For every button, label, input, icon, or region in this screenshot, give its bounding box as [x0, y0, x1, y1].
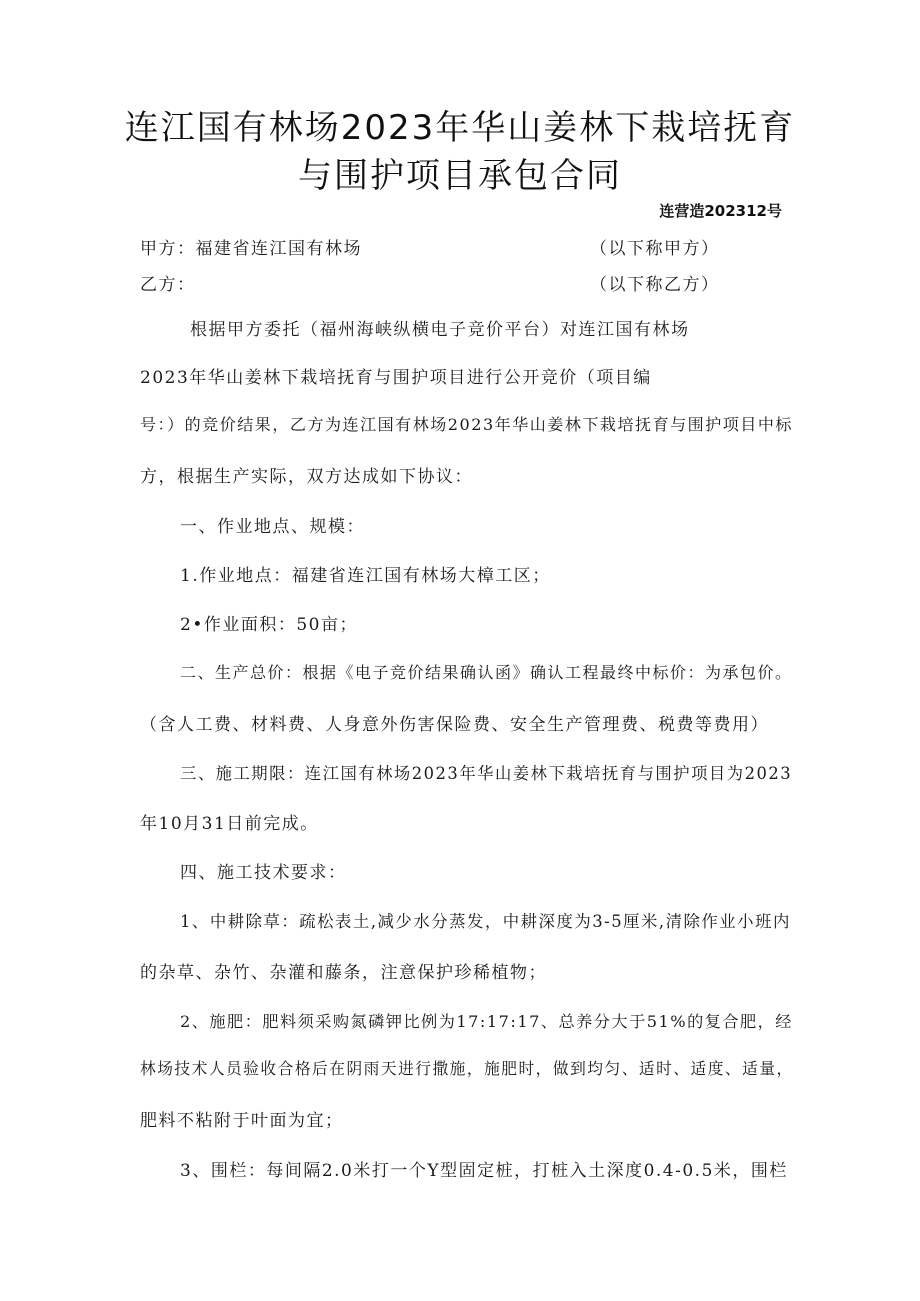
body-line: 3、围栏：每间隔2.0米打一个Y型固定桩，打桩入土深度0.4-0.5米，围栏 [180, 1161, 788, 1181]
party-a-note: （以下称甲方） [590, 239, 720, 259]
body-line: 的杂草、杂竹、杂灌和藤条，注意保护珍稀植物； [140, 963, 547, 983]
party-a-label: 甲方：福建省连江国有林场 [140, 239, 362, 259]
body-line: 2、施肥：肥料须采购氮磷钾比例为17:17:17、总养分大于51%的复合肥，经 [180, 1012, 793, 1031]
section-heading: 一、作业地点、规模： [180, 517, 365, 537]
body-line: 年10月31日前完成。 [140, 814, 319, 834]
title-line-2: 与围护项目承包合同 [298, 156, 622, 196]
body-line: 方，根据生产实际，双方达成如下协议： [140, 467, 473, 487]
body-line: 根据甲方委托（福州海峡纵横电子竞价平台）对连江国有林场 [190, 320, 690, 340]
section-heading: 二、生产总价：根据《电子竞价结果确认函》确认工程最终中标价：为承包价。 [180, 663, 793, 682]
party-b-label: 乙方： [140, 275, 196, 295]
body-line: 1、中耕除草：疏松表土,减少水分蒸发，中耕深度为3-5厘米,清除作业小班内 [180, 912, 791, 931]
body-line: 肥料不粘附于叶面为宜； [140, 1111, 344, 1131]
party-b-note: （以下称乙方） [590, 275, 720, 295]
body-line: 林场技术人员验收合格后在阴雨天进行撒施，施肥时，做到均匀、适时、适度、适量， [140, 1059, 794, 1078]
section-heading: 四、施工技术要求： [180, 863, 347, 883]
body-line: （含人工费、材料费、人身意外伤害保险费、安全生产管理费、税费等费用） [140, 715, 769, 735]
section-heading: 三、施工期限：连江国有林场2023年华山姜林下栽培抚育与围护项目为2023 [180, 764, 793, 783]
title-line-1: 连江国有林场2023年华山姜林下栽培抚育 [124, 108, 796, 148]
body-line: 号：）的竞价结果，乙方为连江国有林场2023年华山姜林下栽培抚育与围护项目中标 [140, 415, 793, 434]
body-line: 2•作业面积：50亩； [180, 615, 358, 635]
body-line: 1.作业地点：福建省连江国有林场大樟工区； [180, 566, 551, 586]
body-line: 2023年华山姜林下栽培抚育与围护项目进行公开竞价（项目编 [140, 368, 652, 388]
document-number: 连营造202312号 [659, 202, 782, 220]
